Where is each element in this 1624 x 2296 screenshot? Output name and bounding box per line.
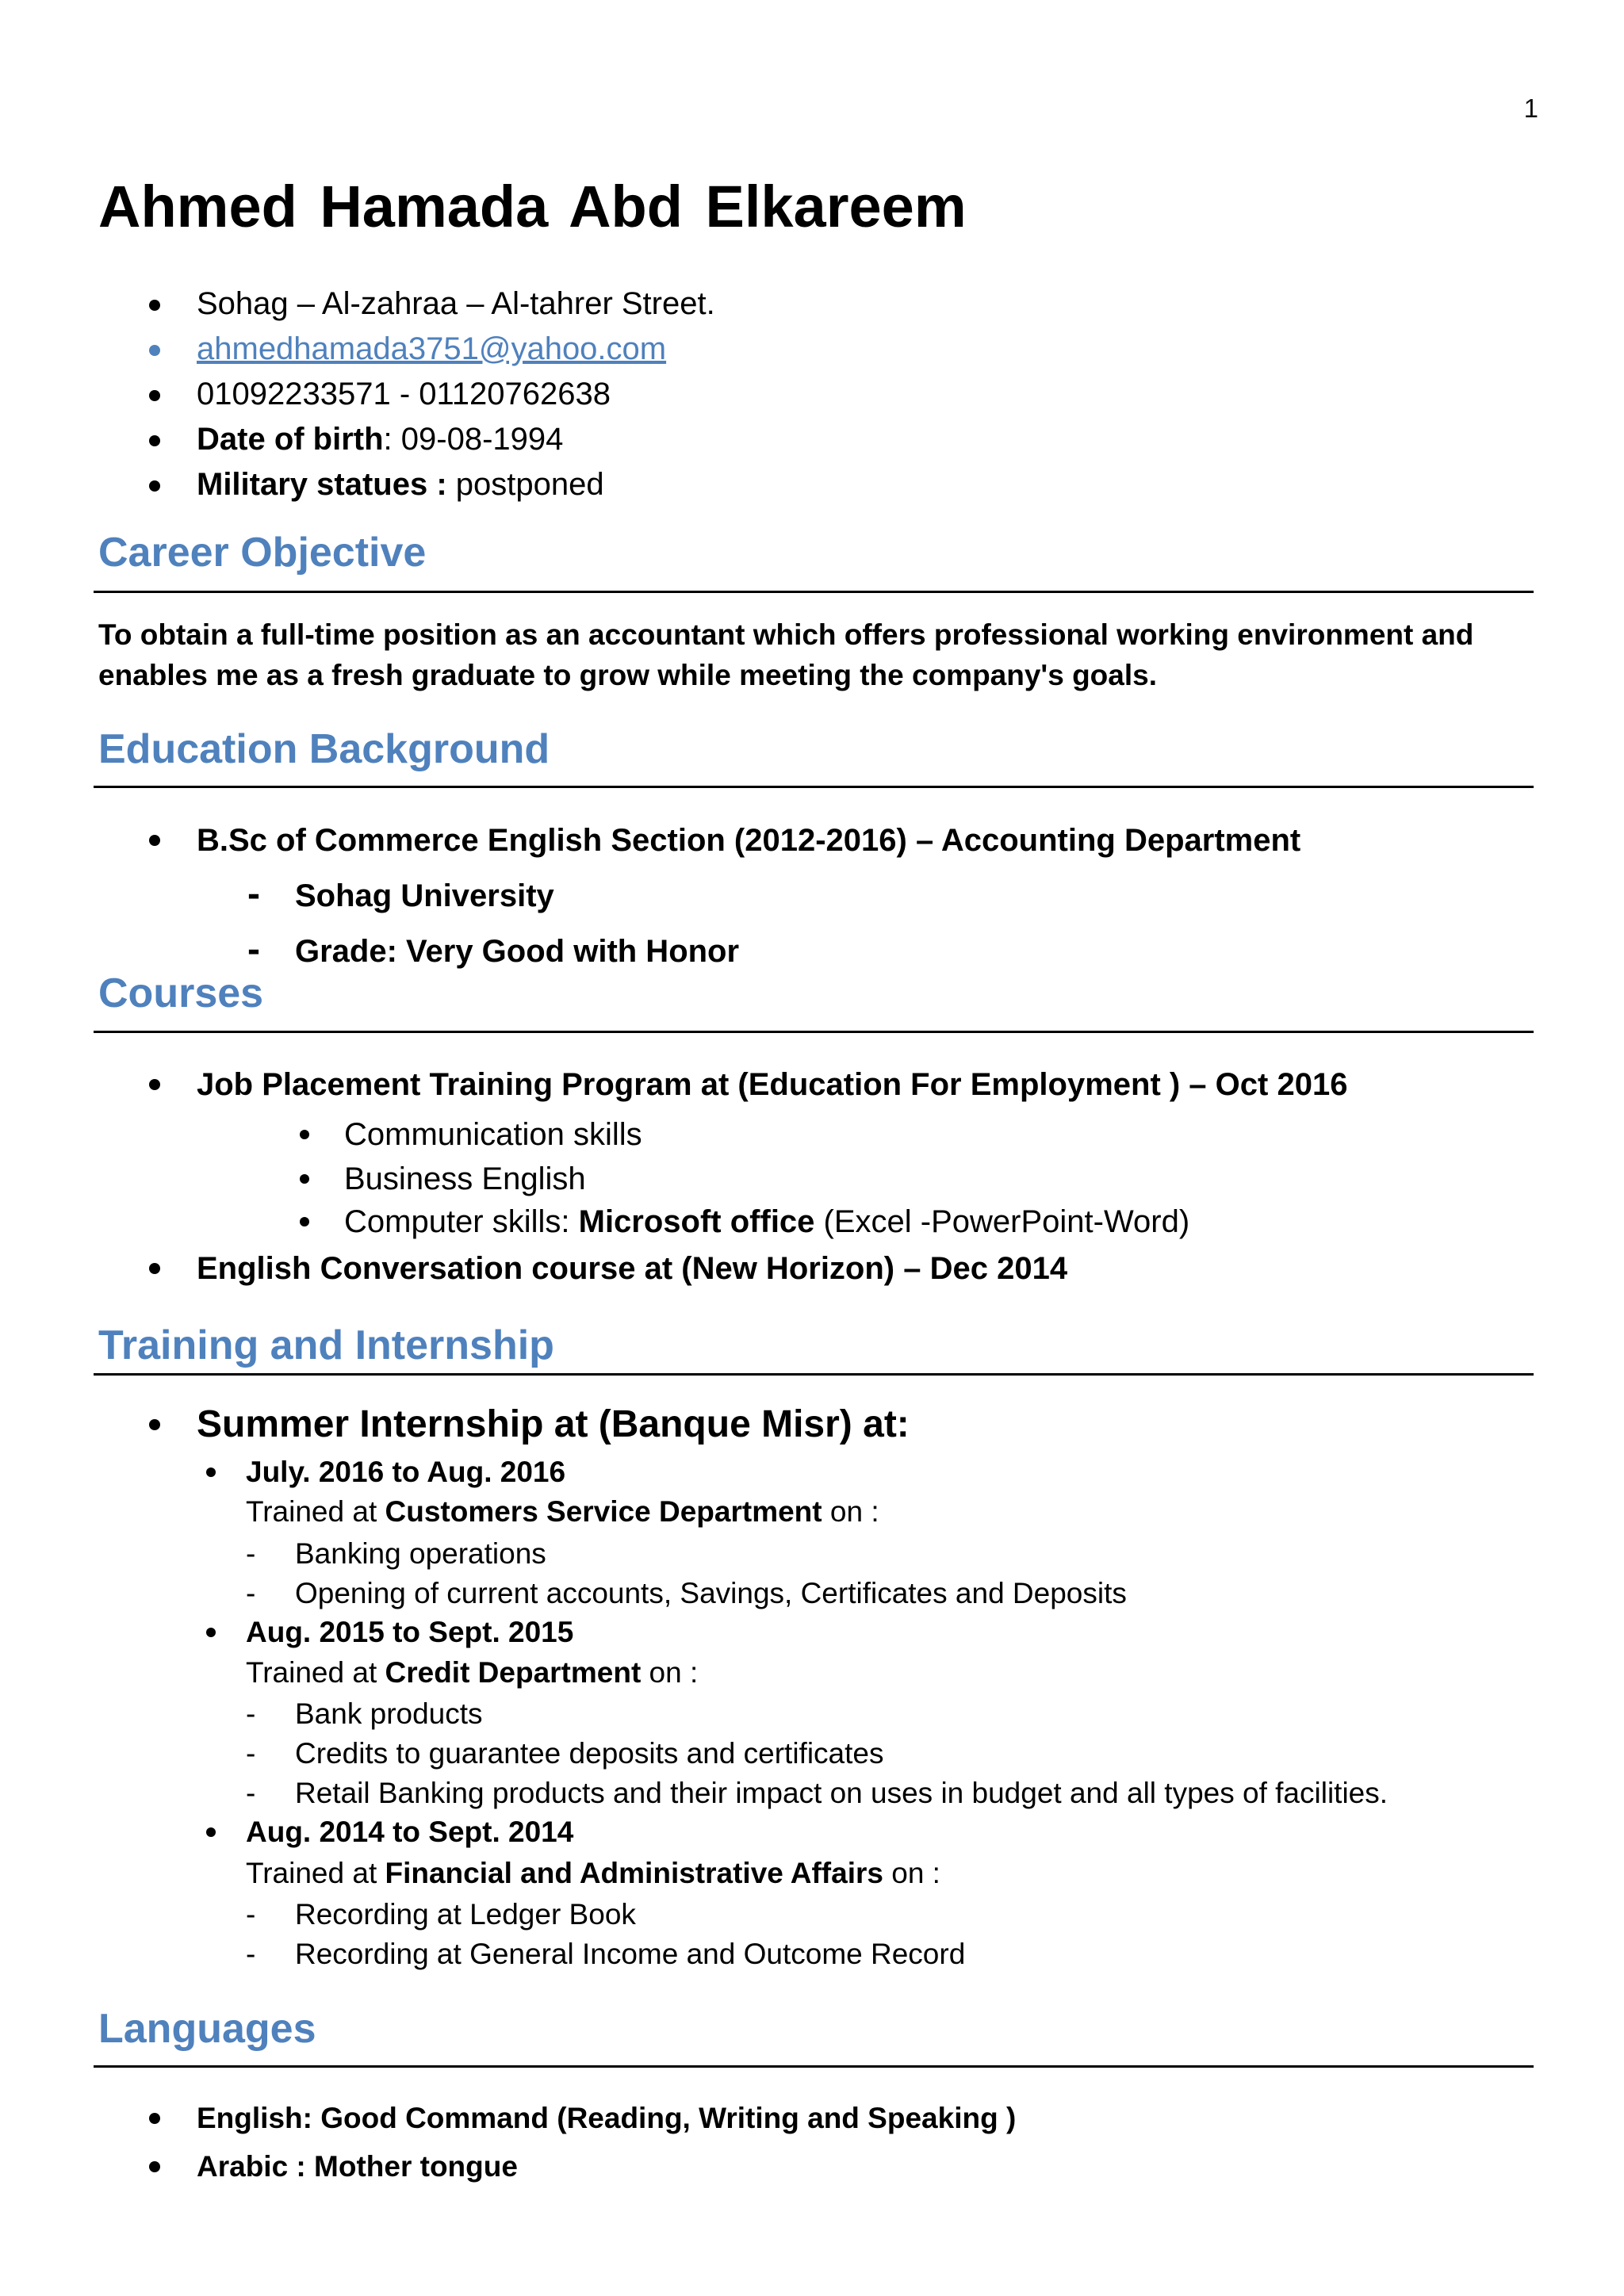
contact-military bbox=[0, 462, 715, 507]
internship-title: Summer Internship at (Banque Misr) at: bbox=[197, 1403, 910, 1446]
bullet-icon bbox=[300, 1217, 309, 1226]
dash-icon: - bbox=[246, 1737, 256, 1770]
internship-department: Trained at Credit Department on : bbox=[246, 1656, 699, 1689]
section-divider bbox=[94, 2065, 1534, 2068]
courses-heading: Courses bbox=[98, 970, 264, 1016]
contact-phones: 01092233571 - 01120762638 bbox=[0, 372, 715, 417]
bullet-icon bbox=[149, 2113, 160, 2124]
university-item: - Sohag University bbox=[247, 873, 554, 915]
dash-icon: - bbox=[246, 1938, 256, 1970]
bullet-icon bbox=[206, 1827, 216, 1837]
contact-list bbox=[0, 281, 715, 507]
course-item: English Conversation course at (New Horizon) – Dec 2014 bbox=[197, 1247, 1067, 1290]
internship-task: - Opening of current accounts, Savings, Certificates and Deposits bbox=[295, 1574, 1127, 1613]
bullet-icon bbox=[149, 300, 160, 311]
internship-department: Trained at Financial and Administrative Affairs on : bbox=[246, 1857, 940, 1889]
military-value: postponed bbox=[446, 467, 604, 502]
bullet-icon bbox=[149, 1079, 160, 1090]
contact-dob bbox=[0, 417, 715, 462]
course-item: Job Placement Training Program at (Education For Employment ) – Oct 2016 bbox=[197, 1063, 1347, 1106]
bullet-icon bbox=[300, 1130, 309, 1139]
dash-icon: - bbox=[246, 1577, 256, 1609]
section-divider bbox=[94, 1373, 1534, 1376]
dash-icon: - bbox=[246, 1777, 256, 1809]
internship-task: - Recording at Ledger Book bbox=[295, 1895, 636, 1934]
language-item: Arabic : Mother tongue bbox=[197, 2145, 518, 2188]
email-link[interactable]: ahmedhamada3751@yahoo.com bbox=[197, 331, 667, 366]
dob-value: : 09-08-1994 bbox=[383, 422, 564, 457]
bullet-icon bbox=[149, 435, 160, 446]
dash-icon: - bbox=[246, 1898, 256, 1931]
internship-task: - Credits to guarantee deposits and certificates bbox=[295, 1734, 883, 1774]
skill-item: Communication skills bbox=[344, 1113, 642, 1156]
career-objective-text: To obtain a full-time position as an accountant which offers professional working environment and enables me as a fresh graduate to grow while meeting the company's goals. bbox=[98, 618, 1474, 691]
career-objective-heading: Career Objective bbox=[98, 530, 427, 576]
internship-task: - Bank products bbox=[295, 1694, 483, 1734]
bullet-icon bbox=[149, 345, 160, 356]
internship-period: Aug. 2014 to Sept. 2014 bbox=[246, 1812, 573, 1852]
page-number: 1 bbox=[1523, 94, 1538, 123]
bullet-icon bbox=[149, 2161, 160, 2172]
languages-heading: Languages bbox=[98, 2006, 316, 2052]
bullet-icon bbox=[149, 480, 160, 492]
bullet-icon bbox=[300, 1174, 309, 1184]
internship-task: - Retail Banking products and their impact on uses in budget and all types of facilities. bbox=[295, 1774, 1388, 1813]
degree-item: B.Sc of Commerce English Section (2012-2016) – Accounting Department bbox=[197, 819, 1300, 862]
military-label: Military statues : bbox=[197, 467, 447, 502]
section-divider bbox=[94, 1031, 1534, 1033]
education-heading: Education Background bbox=[98, 726, 550, 772]
contact-address: Sohag – Al-zahraa – Al-tahrer Street. bbox=[0, 281, 715, 327]
dob-label: Date of birth bbox=[197, 422, 384, 457]
skill-item: Business English bbox=[344, 1158, 586, 1200]
language-item: English: Good Command (Reading, Writing and Speaking ) bbox=[197, 2097, 1016, 2140]
internship-task: - Banking operations bbox=[295, 1534, 546, 1574]
dash-icon: - bbox=[246, 1537, 256, 1570]
dash-icon: - bbox=[247, 928, 260, 970]
bullet-icon bbox=[149, 390, 160, 401]
section-divider bbox=[94, 591, 1534, 593]
bullet-icon bbox=[206, 1628, 216, 1637]
dash-icon: - bbox=[247, 873, 260, 915]
bullet-icon bbox=[149, 1263, 160, 1274]
section-divider bbox=[94, 786, 1534, 788]
bullet-icon bbox=[149, 835, 160, 846]
internship-department: Trained at Customers Service Department on : bbox=[246, 1495, 879, 1528]
skill-item: Computer skills: Microsoft office (Excel -PowerPoint-Word) bbox=[344, 1200, 1189, 1243]
contact-email bbox=[0, 327, 715, 372]
internship-task: - Recording at General Income and Outcome Record bbox=[295, 1934, 965, 1974]
dash-icon: - bbox=[246, 1697, 256, 1730]
training-heading: Training and Internship bbox=[98, 1322, 554, 1368]
internship-period: Aug. 2015 to Sept. 2015 bbox=[246, 1613, 573, 1652]
candidate-name: Ahmed Hamada Abd Elkareem bbox=[98, 174, 967, 239]
grade-item: - Grade: Very Good with Honor bbox=[247, 928, 740, 970]
bullet-icon bbox=[149, 1419, 160, 1430]
bullet-icon bbox=[206, 1468, 216, 1477]
internship-period: July. 2016 to Aug. 2016 bbox=[246, 1452, 565, 1492]
